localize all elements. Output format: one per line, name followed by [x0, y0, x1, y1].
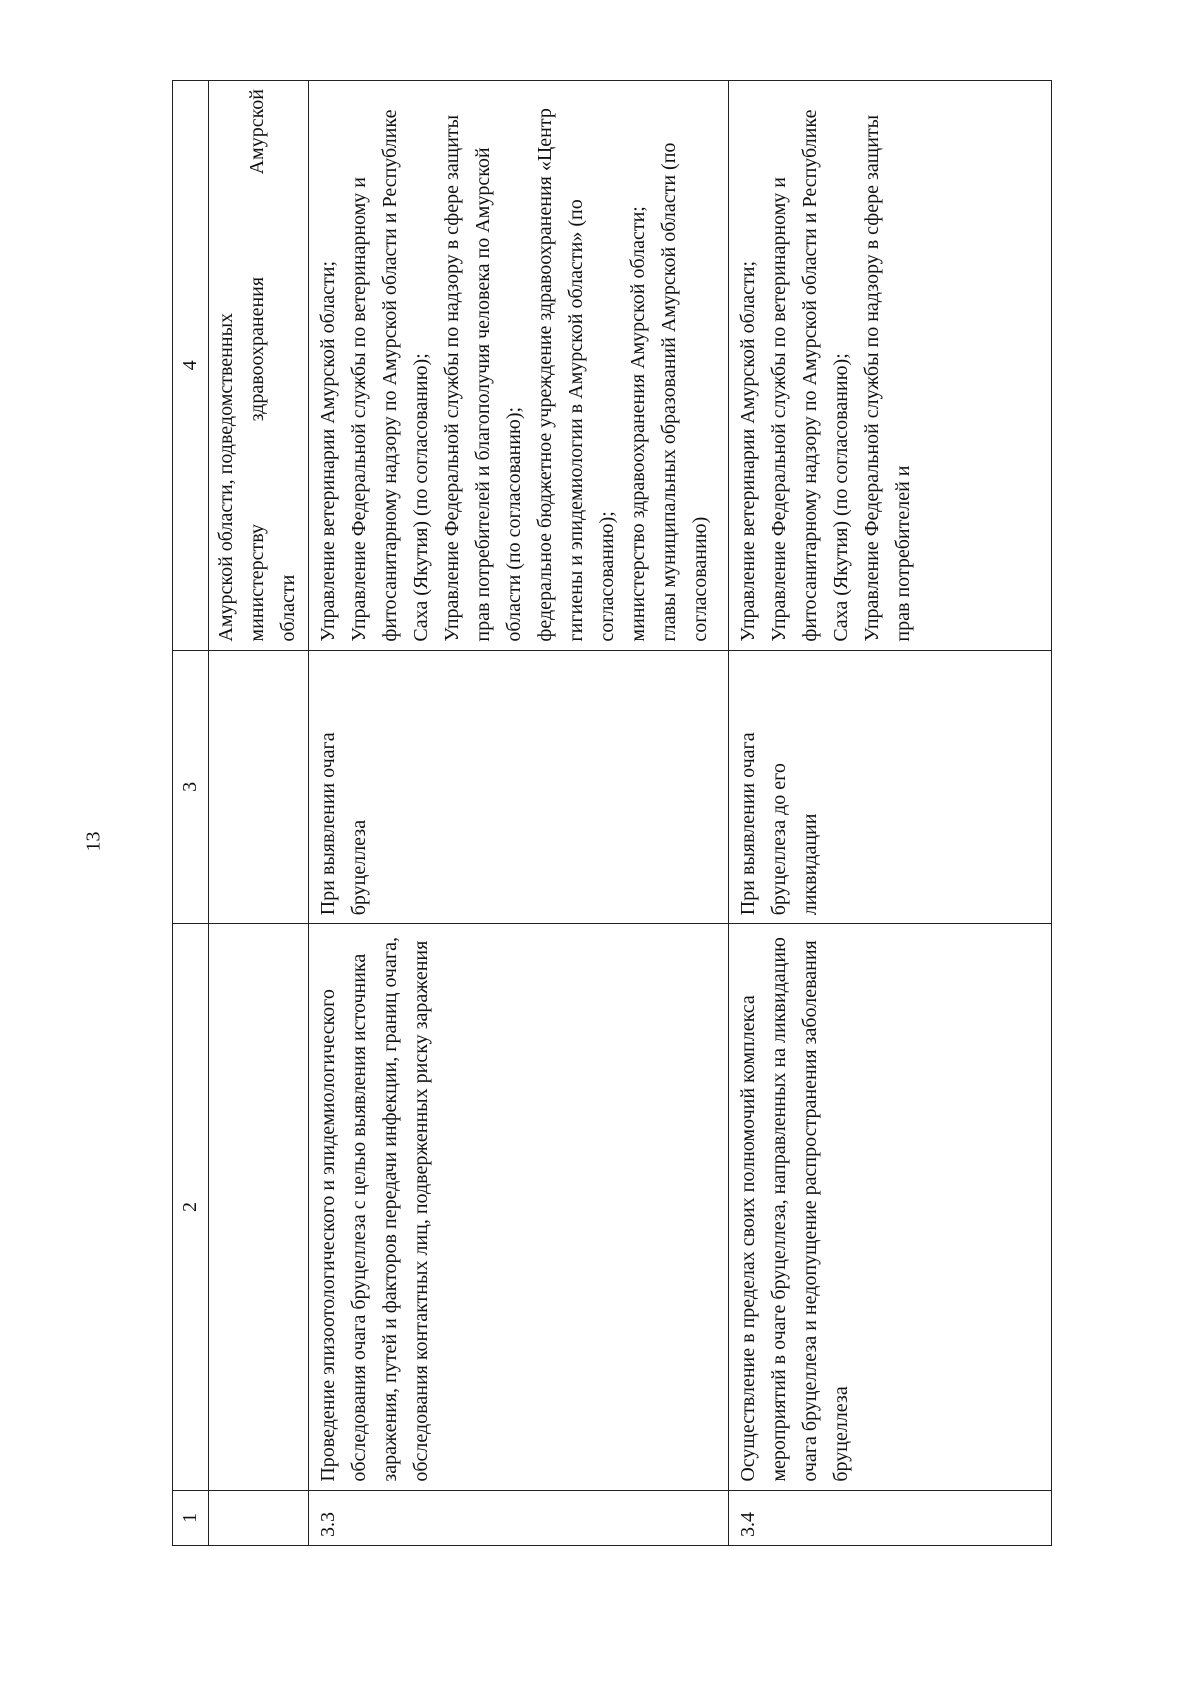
cell-empty	[209, 1490, 309, 1545]
row-action: Проведение эпизоотологического и эпидемиологического обследования очага бруцеллеза с целью выявления источника заражения, путей и факторов передачи инфекции, границ очага, обследования контактных лиц, подверженных риску заражения	[309, 924, 729, 1490]
header-col-1: 1	[173, 1490, 209, 1545]
cell-empty	[209, 650, 309, 924]
row-action: Осуществление в пределах своих полномочий комплекса мероприятий в очаге бруцеллеза, направленных на ликвидацию очага бруцеллеза и недопущение распространения заболевания бруцеллеза	[729, 924, 1052, 1490]
continued-line: области	[277, 574, 299, 642]
header-col-2: 2	[173, 924, 209, 1490]
measures-table	[172, 80, 1052, 1546]
table-row-continued	[209, 81, 309, 1546]
rotated-table-container	[172, 80, 1052, 1546]
row-responsible: Управление ветеринарии Амурской области; Управление Федеральной службы по ветеринарному и фитосанитарному надзору по Амурской области и Республике Саха (Якутия) (по согласованию); Управление Федеральной службы по надзору в сфере защиты прав потребителей и	[729, 81, 1052, 651]
header-col-4: 4	[173, 81, 209, 651]
cell-empty	[209, 924, 309, 1490]
continued-responsible-cell	[209, 81, 309, 651]
header-col-3: 3	[173, 650, 209, 924]
continued-line: министерству здравоохранения Амурской	[246, 89, 268, 642]
row-number: 3.4	[729, 1490, 1052, 1545]
table-row	[309, 81, 729, 1546]
row-responsible: Управление ветеринарии Амурской области; Управление Федеральной службы по ветеринарному и фитосанитарному надзору по Амурской области и Республике Саха (Якутия) (по согласованию); Управление Федеральной службы по надзору в сфере защиты прав потребителей и благополучия человека по Амурской области (по согласованию); федеральное бюджетное учреждение здравоохранения «Центр гигиены и эпидемиологии в Амурской области» (по согласованию); министерство здравоохранения Амурской области; главы муниципальных образований Амурской области (по согласованию)	[309, 81, 729, 651]
page-number: 13	[82, 831, 105, 852]
row-when: При выявлении очага бруцеллеза до его ликвидации	[729, 650, 1052, 924]
row-number: 3.3	[309, 1490, 729, 1545]
table-header-row	[173, 81, 209, 1546]
table-row	[729, 81, 1052, 1546]
row-when: При выявлении очага бруцеллеза	[309, 650, 729, 924]
continued-line: Амурской области, подведомственных	[215, 312, 237, 642]
